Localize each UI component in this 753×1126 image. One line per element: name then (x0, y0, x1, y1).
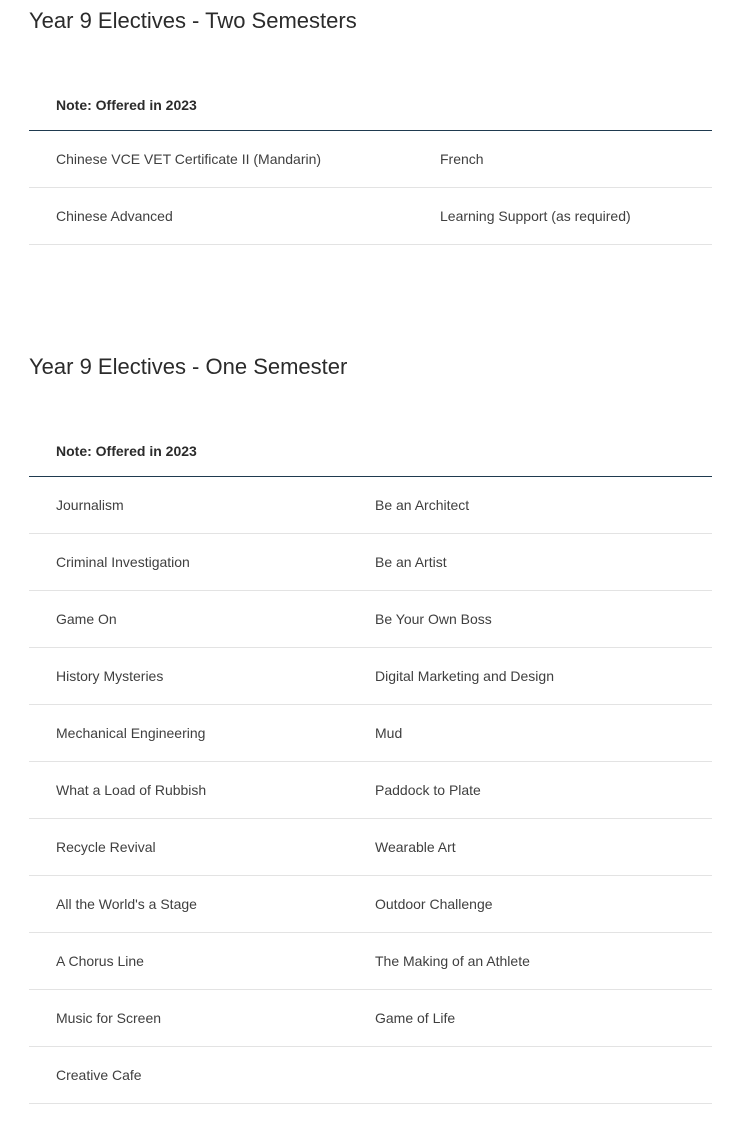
table-row (29, 477, 712, 534)
table-row (29, 705, 712, 762)
table-row (29, 648, 712, 705)
elective-name: Learning Support (as required) (440, 208, 631, 224)
electives-table (29, 476, 712, 1104)
table-row (29, 819, 712, 876)
elective-name: French (440, 151, 484, 167)
elective-name: All the World's a Stage (56, 896, 197, 912)
table-row (29, 876, 712, 933)
elective-name: Digital Marketing and Design (375, 668, 554, 684)
elective-name: The Making of an Athlete (375, 953, 530, 969)
elective-name: Be Your Own Boss (375, 611, 492, 627)
table-row (29, 591, 712, 648)
elective-name: What a Load of Rubbish (56, 782, 207, 798)
elective-name: Game of Life (375, 1010, 456, 1026)
elective-name: Mud (375, 725, 403, 741)
elective-name: Recycle Revival (56, 839, 156, 855)
table-note: Note: Offered in 2023 (56, 443, 197, 459)
elective-name: Chinese Advanced (56, 208, 173, 224)
table-row (29, 990, 712, 1047)
table-row (29, 534, 712, 591)
table-note: Note: Offered in 2023 (56, 97, 197, 113)
elective-name: Music for Screen (56, 1010, 162, 1026)
elective-name: Chinese VCE VET Certificate II (Mandarin) (56, 151, 322, 167)
elective-name: A Chorus Line (56, 953, 144, 969)
elective-name: Journalism (56, 497, 124, 513)
elective-name: Be an Architect (375, 497, 470, 513)
table-row (29, 1047, 712, 1104)
two-semesters-section (29, 8, 712, 248)
table-row (29, 762, 712, 819)
elective-name: Paddock to Plate (375, 782, 481, 798)
elective-name: Mechanical Engineering (56, 725, 206, 741)
electives-table (29, 130, 712, 245)
one-semester-section (29, 354, 712, 1114)
table-row (29, 131, 712, 188)
elective-name: Creative Cafe (56, 1067, 142, 1083)
section-title: Year 9 Electives - One Semester (29, 354, 348, 379)
table-row (29, 188, 712, 245)
elective-name: Outdoor Challenge (375, 896, 493, 912)
elective-name: Criminal Investigation (56, 554, 190, 570)
elective-name: History Mysteries (56, 668, 164, 684)
elective-name: Game On (56, 611, 117, 627)
elective-name: Wearable Art (375, 839, 456, 855)
section-title: Year 9 Electives - Two Semesters (29, 8, 357, 33)
table-row (29, 933, 712, 990)
elective-name: Be an Artist (375, 554, 447, 570)
